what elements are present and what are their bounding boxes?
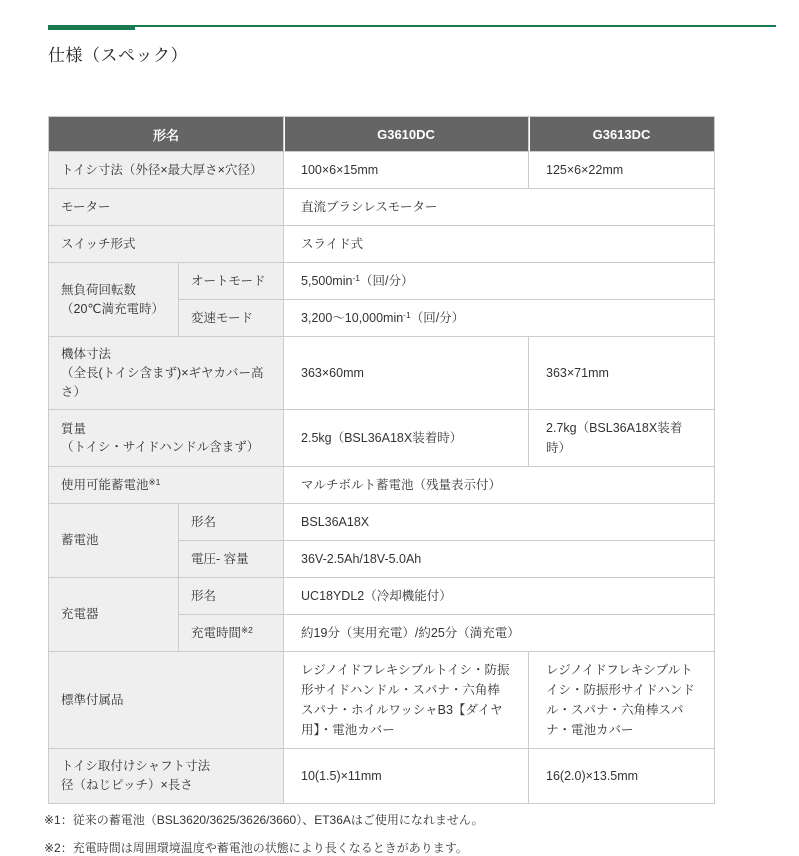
spec-label <box>49 263 179 337</box>
spec-row-no-load-speed-auto <box>49 263 715 300</box>
spec-value-shared <box>284 300 715 337</box>
spec-sublabel: 形名 <box>179 578 284 615</box>
spec-row-shaft-size <box>49 749 715 804</box>
page-title: 仕様（スペック） <box>48 46 188 65</box>
spec-label-line1: 無負荷回転数 <box>61 282 137 297</box>
spec-value-g3610dc: 363×60mm <box>284 337 529 410</box>
spec-value-g3613dc: 16(2.0)×13.5mm <box>529 749 715 804</box>
spec-label-line2: 径（ねじピッチ）×長さ <box>61 778 193 792</box>
value-text: （回/分） <box>410 311 465 325</box>
spec-label: トイシ寸法（外径×最大厚さ×穴径） <box>49 152 284 189</box>
spec-value-g3610dc: 100×6×15mm <box>284 152 529 189</box>
spec-value-g3610dc: 2.5kg（BSL36A18X装着時） <box>284 410 529 467</box>
spec-value-g3613dc: 2.7kg（BSL36A18X装着時） <box>529 410 715 467</box>
spec-table <box>48 116 715 804</box>
spec-label-line1: トイシ取付けシャフト寸法 <box>61 759 211 774</box>
spec-label-line2: （20℃満充電時） <box>61 301 164 316</box>
spec-sublabel: オートモード <box>179 263 284 300</box>
value-superscript: -1 <box>352 273 361 284</box>
green-accent-bar <box>48 25 776 30</box>
footnotes <box>44 812 776 856</box>
footnote-2: ※2：充電時間は周囲環境温度や蓄電池の状態により長くなるときがあります。 <box>44 840 468 855</box>
header-cell-name: 形名 <box>49 117 284 152</box>
spec-label: スイッチ形式 <box>49 226 284 263</box>
spec-value-shared: 36V-2.5Ah/18V-5.0Ah <box>284 541 715 578</box>
spec-row-charger-model <box>49 578 715 615</box>
value-text: 3,200～10,000min <box>301 311 404 325</box>
accent-thick-segment <box>48 25 135 30</box>
footnote-1: ※1：従来の蓄電池（BSL3620/3625/3626/3660）、ET36Aはご使用になれません。 <box>44 812 484 827</box>
spec-label <box>49 337 284 410</box>
spec-value-shared: UC18YDL2（冷却機能付） <box>284 578 715 615</box>
spec-sublabel <box>179 615 284 652</box>
accent-thin-line <box>48 25 776 27</box>
spec-row-battery-model <box>49 504 715 541</box>
spec-label: モーター <box>49 189 284 226</box>
spec-value-shared: 直流ブラシレスモーター <box>284 189 715 226</box>
spec-value-shared: 約19分（実用充電）/約25分（満充電） <box>284 615 715 652</box>
spec-value-shared: BSL36A18X <box>284 504 715 541</box>
spec-label-text: 使用可能蓄電池 <box>61 477 149 492</box>
spec-value-shared: スライド式 <box>284 226 715 263</box>
value-text: （回/分） <box>360 274 414 288</box>
spec-label-line2: （全長(トイシ含まず)×ギヤカバー高さ） <box>61 365 264 399</box>
spec-row-weight <box>49 410 715 467</box>
spec-row-motor <box>49 189 715 226</box>
spec-label <box>49 749 284 804</box>
spec-label: 蓄電池 <box>49 504 179 578</box>
spec-row-wheel-size <box>49 152 715 189</box>
spec-value-g3613dc: レジノイドフレキシブルトイシ・防振形サイドハンドル・スパナ・六角棒スパナ・電池カバー <box>529 652 715 749</box>
spec-label: 標準付属品 <box>49 652 284 749</box>
label-superscript: ※2 <box>241 625 253 636</box>
spec-value-g3610dc: レジノイドフレキシブルトイシ・防振形サイドハンドル・スパナ・六角棒スパナ・ホイルワッシャB3【ダイヤ用】・電池カバー <box>284 652 529 749</box>
spec-value-shared: マルチボルト蓄電池（残量表示付） <box>284 467 715 504</box>
spec-header-row <box>49 117 715 152</box>
spec-value-shared <box>284 263 715 300</box>
header-cell-model1: G3610DC <box>284 117 529 152</box>
spec-label-line2: （トイシ・サイドハンドル含まず） <box>61 440 260 455</box>
spec-label-line1: 質量 <box>61 421 87 436</box>
spec-label <box>49 467 284 504</box>
spec-sublabel-text: 充電時間 <box>191 625 242 640</box>
spec-row-body-size <box>49 337 715 410</box>
spec-sublabel: 形名 <box>179 504 284 541</box>
spec-sublabel: 変速モード <box>179 300 284 337</box>
spec-label-line1: 機体寸法 <box>61 347 112 361</box>
value-superscript: -1 <box>403 310 411 321</box>
spec-row-accessories <box>49 652 715 749</box>
spec-row-usable-battery <box>49 467 715 504</box>
spec-sublabel: 電圧- 容量 <box>179 541 284 578</box>
spec-label <box>49 410 284 467</box>
spec-row-switch <box>49 226 715 263</box>
spec-label: 充電器 <box>49 578 179 652</box>
spec-value-g3613dc: 363×71mm <box>529 337 715 410</box>
label-superscript: ※1 <box>148 477 161 488</box>
header-cell-model2: G3613DC <box>529 117 715 152</box>
value-text: 5,500min <box>301 274 353 288</box>
spec-value-g3613dc: 125×6×22mm <box>529 152 715 189</box>
spec-value-g3610dc: 10(1.5)×11mm <box>284 749 529 804</box>
